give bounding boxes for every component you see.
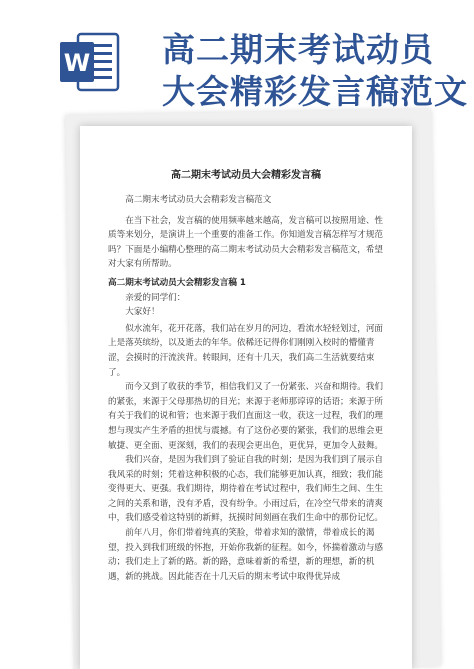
body-paragraph: 我们兴奋，是因为我们到了验证自我的时刻；是因为我们到了展示自我风采的时刻；凭着这种积极的心态，我们能够更加认真，细致；我们能变得更大、更强。我们期待，期待着在考试过程中，我们师生之间、生生之间的关系和谐，没有矛盾，没有纷争。小雨过后，在冷空气带来的清爽中，我们感受着这特别的新鲜，抚摸时间刻画在我们生命中的那份记忆。 bbox=[108, 455, 384, 524]
banner-title-line-2: 大会精彩发言稿范文 bbox=[162, 72, 468, 111]
svg-text:W: W bbox=[63, 49, 91, 77]
hello-line: 大家好！ bbox=[125, 307, 160, 318]
body-paragraph: 似水流年，花开花落，我们站在岁月的河边，看流水轻轻划过，河面上是落英缤纷，以及逝去的年华。依稀还记得你们刚刚入校时的懵懂青涩，会摸时的汗流浃背。转眼间，还有十几天，我们高二生活就要结束了。 bbox=[108, 323, 384, 378]
body-paragraph: 前年八月，你们带着纯真的笑脸，带着求知的激情，带着成长的渴望，投入到我们班级的怀抱，开始你我新的征程。如今，怀揣着激动与感动；我们走上了新的路。新的路，意味着新的希望，新的理想，新的机遇，新的挑战。因此能否在十几天后的期末考试中取得优异成 bbox=[108, 528, 384, 582]
document-subtitle: 高二期末考试动员大会精彩发言稿范文 bbox=[125, 195, 272, 205]
intro-paragraph: 在当下社会，发言稿的使用频率越来越高，发言稿可以按照用途、性质等来划分，是演讲上一个重要的准备工作。你知道发言稿怎样写才规范吗？下面是小编精心整理的高二期末考试动员大会精彩发言稿范文，希望对大家有所帮助。 bbox=[108, 215, 384, 270]
section-heading: 高二期末考试动员大会精彩发言稿 1 bbox=[108, 277, 246, 288]
banner-title-line-1: 高二期末考试动员 bbox=[162, 30, 434, 69]
body-paragraph: 而今又到了收获的季节，相信我们又了一份紧张、兴奋和期待。我们的紧张，来源于父母那热切的目光；来源于老师那谆谆的话语；来源于所有关于我们的说和管；也来源于我们直面这一收，获这一过程，我们的理想与现实产生矛盾的担忧与震撼。有了这份必要的紧张，我们的思维会更敏捷、更全面、更深刻，我们的表现会更出色，更优异，更加令人鼓舞。 bbox=[108, 382, 384, 451]
document-title: 高二期末考试动员大会精彩发言稿 bbox=[171, 170, 321, 181]
greeting-line: 亲爱的同学们： bbox=[125, 292, 186, 303]
header-banner bbox=[0, 0, 474, 111]
document-page bbox=[80, 126, 412, 669]
word-document-icon bbox=[58, 30, 122, 94]
